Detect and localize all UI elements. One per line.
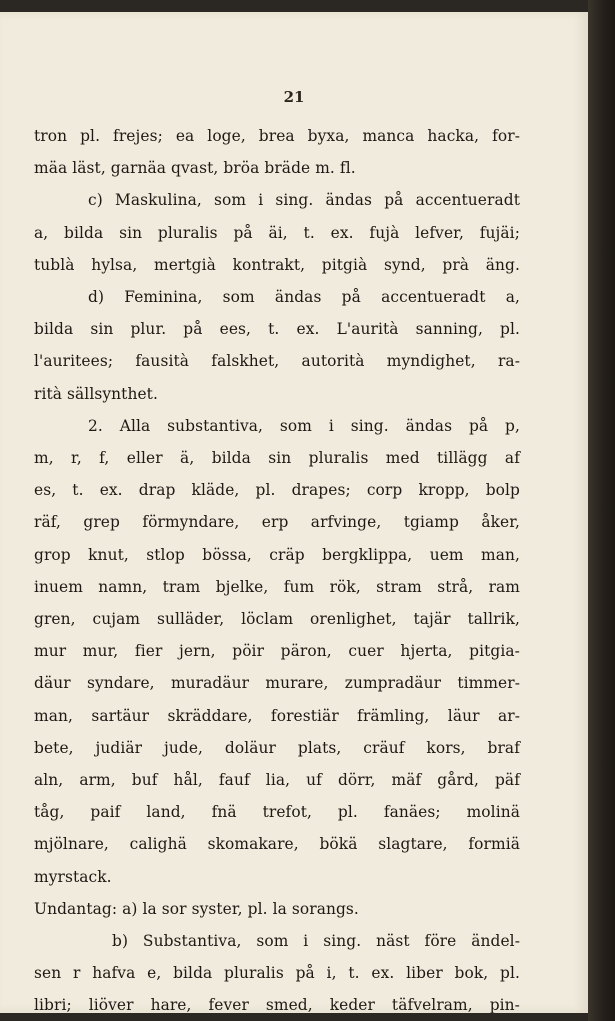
text-line-23: mjölnare, calighä skomakare, bökä slagtare, formiä [34, 835, 520, 854]
text-line-2: mäa läst, garnäa qvast, bröa bräde m. fl. [34, 159, 356, 178]
text-line-10: 2. Alla substantiva, som i sing. ändas på p, [88, 416, 520, 435]
text-line-19: man, sartäur skräddare, forestiär främling, läur ar- [34, 706, 520, 725]
text-line-5: tublà hylsa, mertgià kontrakt, pitgià synd, prà äng. [34, 255, 520, 274]
text-line-11: m, r, f, eller ä, bilda sin pluralis med tillägg af [34, 449, 520, 468]
page-text [34, 120, 520, 1013]
text-line-15: inuem namn, tram bjelke, fum rök, stram strå, ram [34, 577, 520, 596]
page-number: 21 [283, 88, 305, 106]
text-line-8: l'auritees; fausità falskhet, autorità myndighet, ra- [34, 352, 520, 371]
text-line-14: grop knut, stlop bössa, cräp bergklippa, uem man, [34, 545, 520, 564]
text-line-17: mur mur, fier jern, pöir päron, cuer hjerta, pitgia- [34, 642, 520, 661]
text-line-22: tåg, paif land, fnä trefot, pl. fanäes; molinä [34, 803, 520, 822]
text-line-9: rità sällsynthet. [34, 384, 158, 403]
text-line-26: b) Substantiva, som i sing. näst före ändel- [112, 932, 520, 951]
text-line-12: es, t. ex. drap kläde, pl. drapes; corp kropp, bolp [34, 481, 520, 500]
text-line-28: libri; liöver hare, fever smed, keder täfvelram, pin- [34, 996, 520, 1013]
text-line-7: bilda sin plur. på ees, t. ex. L'aurità sanning, pl. [34, 320, 520, 339]
text-line-13: räf, grep förmyndare, erp arfvinge, tgiamp åker, [34, 513, 520, 532]
text-line-4: a, bilda sin pluralis på äi, t. ex. fujà lefver, fujäi; [34, 223, 520, 242]
text-line-25: Undantag: a) la sor syster, pl. la sorangs. [34, 899, 359, 918]
text-line-20: bete, judiär jude, doläur plats, cräuf kors, braf [34, 738, 520, 757]
text-line-6: d) Feminina, som ändas på accentueradt a, [88, 288, 520, 307]
text-line-24: myrstack. [34, 867, 112, 886]
text-line-16: gren, cujam sulläder, löclam orenlighet, tajär tallrik, [34, 610, 520, 629]
text-line-18: däur syndare, muradäur murare, zumpradäur timmer- [34, 674, 520, 693]
text-line-1: tron pl. frejes; ea loge, brea byxa, manca hacka, for- [34, 127, 520, 145]
book-spine-edge [588, 0, 615, 1021]
book-page [0, 12, 589, 1013]
text-line-27: sen r hafva e, bilda pluralis på i, t. ex. liber bok, pl. [34, 964, 520, 983]
text-line-21: aln, arm, buf hål, fauf lia, uf dörr, mäf gård, päf [34, 771, 520, 790]
text-line-3: c) Maskulina, som i sing. ändas på accentueradt [88, 191, 520, 210]
